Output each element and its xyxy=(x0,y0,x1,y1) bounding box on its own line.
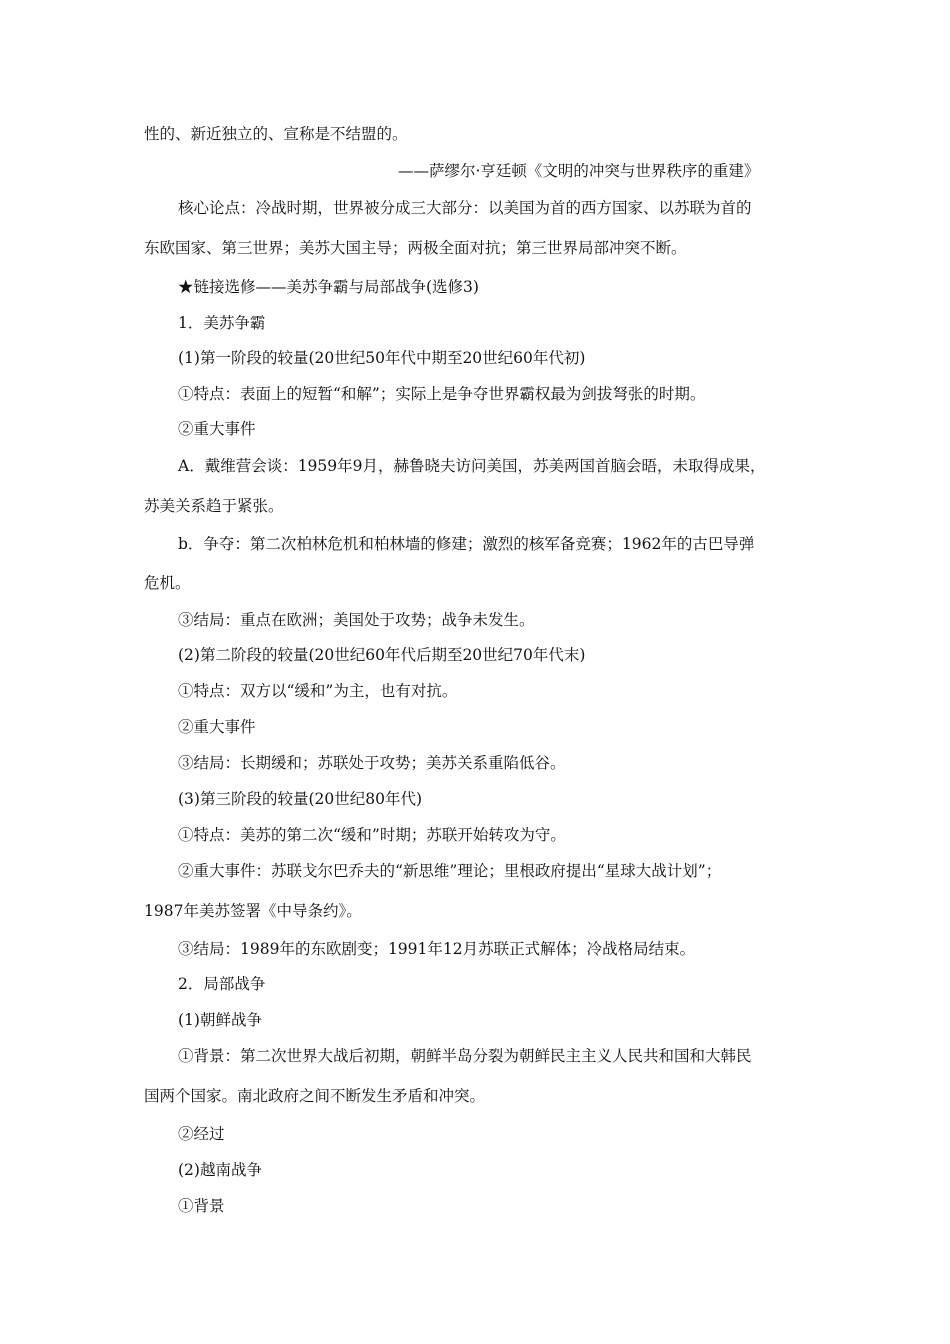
list-item: ①背景 xyxy=(178,1197,225,1215)
quote-attribution: ——萨缪尔·亨廷顿《文明的冲突与世界秩序的重建》 xyxy=(398,162,760,180)
list-item: ③结局：长期缓和；苏联处于攻势；美苏关系重陷低谷。 xyxy=(178,754,566,772)
section-heading: 2．局部战争 xyxy=(178,975,266,993)
subsection-heading: (2)越南战争 xyxy=(178,1161,262,1179)
section-heading: 1．美苏争霸 xyxy=(178,314,266,332)
list-item: ③结局：1989年的东欧剧变；1991年12月苏联正式解体；冷战格局结束。 xyxy=(178,940,696,958)
list-item: ①背景：第二次世界大战后初期，朝鲜半岛分裂为朝鲜民主主义人民共和国和大韩民 xyxy=(178,1047,752,1065)
list-item: ①特点：美苏的第二次“缓和”时期；苏联开始转攻为守。 xyxy=(178,826,566,844)
list-item: A．戴维营会谈：1959年9月，赫鲁晓夫访问美国，苏美两国首脑会晤，未取得成果， xyxy=(178,457,766,475)
list-item: ①特点：双方以“缓和”为主，也有对抗。 xyxy=(178,682,458,700)
list-item: ②重大事件：苏联戈尔巴乔夫的“新思维”理论；里根政府提出“星球大战计划”； xyxy=(178,862,722,880)
paragraph-line: 性的、新近独立的、宣称是不结盟的。 xyxy=(144,125,408,143)
paragraph-line: 东欧国家、第三世界；美苏大国主导；两极全面对抗；第三世界局部冲突不断。 xyxy=(144,239,687,257)
list-item: ②重大事件 xyxy=(178,718,256,736)
subsection-heading: (1)朝鲜战争 xyxy=(178,1011,262,1029)
list-item: ①特点：表面上的短暂“和解”；实际上是争夺世界霸权最为剑拔弩张的时期。 xyxy=(178,385,706,403)
paragraph-line: 国两个国家。南北政府之间不断发生矛盾和冲突。 xyxy=(144,1087,486,1105)
subsection-heading: (2)第二阶段的较量(20世纪60年代后期至20世纪70年代末) xyxy=(178,646,586,664)
paragraph-line: 危机。 xyxy=(144,574,191,592)
subsection-heading: (1)第一阶段的较量(20世纪50年代中期至20世纪60年代初) xyxy=(178,349,586,367)
paragraph-line: 1987年美苏签署《中导条约》。 xyxy=(144,902,362,920)
paragraph-line: 核心论点：冷战时期，世界被分成三大部分：以美国为首的西方国家、以苏联为首的 xyxy=(178,199,752,217)
subsection-heading: (3)第三阶段的较量(20世纪80年代) xyxy=(178,790,422,808)
list-item: b．争夺：第二次柏林危机和柏林墙的修建；激烈的核军备竞赛；1962年的古巴导弹 xyxy=(178,535,755,553)
list-item: ③结局：重点在欧洲；美国处于攻势；战争未发生。 xyxy=(178,611,535,629)
paragraph-line: 苏美关系趋于紧张。 xyxy=(144,497,284,515)
list-item: ②重大事件 xyxy=(178,420,256,438)
section-heading: ★链接选修——美苏争霸与局部战争(选修3) xyxy=(178,278,479,296)
list-item: ②经过 xyxy=(178,1125,225,1143)
